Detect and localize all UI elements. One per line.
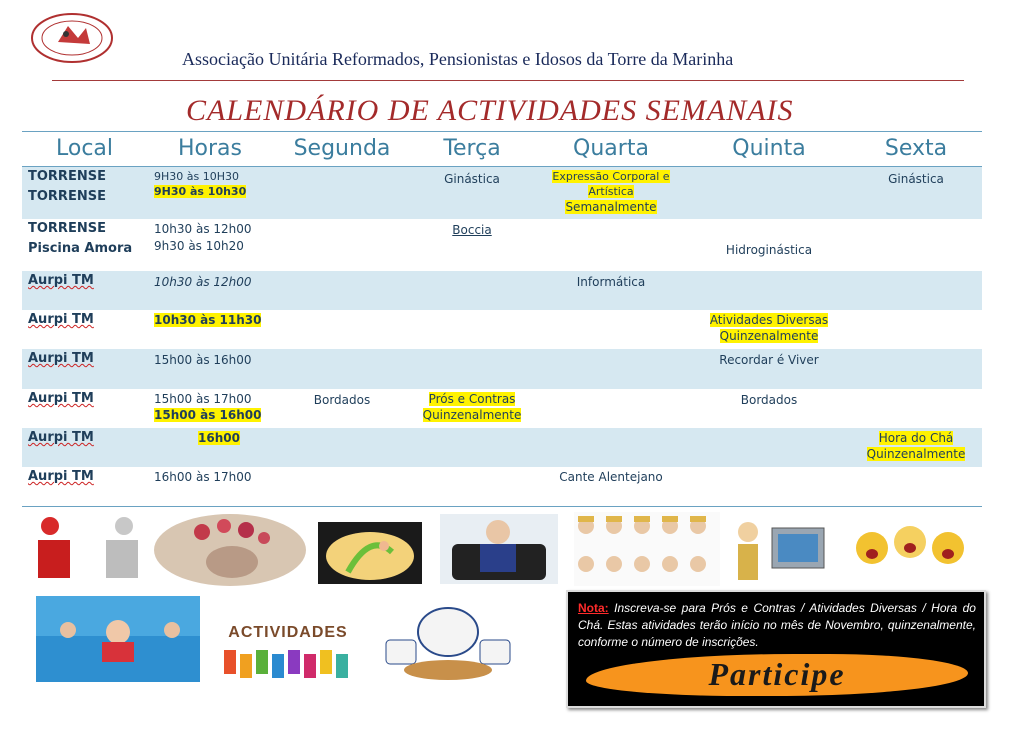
activity-atividades-diversas: Atividades Diversas Quinzenalmente <box>709 313 829 343</box>
tea-set-image <box>372 596 524 684</box>
hours-cell: 10h30 às 12h00 9h30 às 10h20 <box>154 222 252 253</box>
column-header-quarta: Quarta <box>573 136 649 161</box>
column-header-local: Local <box>56 136 114 161</box>
column-header-horas: Horas <box>178 136 242 161</box>
column-header-terca: Terça <box>443 136 501 161</box>
table-header <box>22 132 982 167</box>
expressions-faces-image <box>574 512 720 586</box>
local-cell: TORRENSE Piscina Amora <box>28 221 133 256</box>
note-box <box>566 590 986 708</box>
local-cell: Aurpi TM <box>28 312 94 327</box>
table-row <box>22 467 982 507</box>
actividades-word: ACTIVIDADES <box>228 624 348 641</box>
note-label: Nota: <box>578 601 609 615</box>
page-title: CALENDÁRIO DE ACTIVIDADES SEMANAIS <box>186 94 794 127</box>
local-cell: Aurpi TM <box>28 469 94 484</box>
activity-bordados-segunda: Bordados <box>313 393 371 407</box>
hours-cell: 16h00 <box>198 431 240 445</box>
debate-figures-image <box>30 512 146 582</box>
activity-pros-e-contras: Prós e Contras Quinzenalmente <box>422 392 522 422</box>
activity-boccia: Boccia <box>452 223 492 237</box>
singing-figures-image <box>848 512 972 586</box>
activity-cante-alentejano: Cante Alentejano <box>559 470 663 484</box>
aquagym-pool-image <box>36 596 200 682</box>
hours-cell: 16h00 às 17h00 <box>154 470 252 484</box>
local-cell: Aurpi TM <box>28 430 94 445</box>
yoga-pose-image <box>318 522 422 584</box>
table-row <box>22 167 982 219</box>
column-header-segunda: Segunda <box>293 136 391 161</box>
table-row <box>22 349 982 389</box>
hours-cell: 10h30 às 12h00 <box>154 275 252 289</box>
local-cell: Aurpi TM <box>28 273 94 288</box>
activity-informatica: Informática <box>576 275 646 289</box>
actividades-hands-image <box>218 598 360 684</box>
association-logo <box>30 12 114 64</box>
local-cell: TORRENSE TORRENSE <box>28 169 106 204</box>
computer-user-image <box>728 512 834 586</box>
activity-bordados-quinta: Bordados <box>740 393 798 407</box>
local-cell: Aurpi TM <box>28 351 94 366</box>
table-row <box>22 219 982 271</box>
activity-ginastica-terca: Ginástica <box>444 172 500 186</box>
header-divider <box>52 80 964 81</box>
note-text: Nota: Inscreva-se para Prós e Contras / Atividades Diversas / Hora do Chá. Estas atividades terão início no mês de Novembro, quinzenalmente, conforme o número de inscrições. <box>578 601 976 649</box>
activity-hidroginastica: Hidroginástica <box>725 243 813 257</box>
table-row <box>22 310 982 349</box>
hours-cell: 15h00 às 17h00 15h00 às 16h00 <box>154 392 262 422</box>
participe-banner <box>586 654 968 696</box>
activity-ginastica-sexta: Ginástica <box>888 172 944 186</box>
table-row <box>22 389 982 428</box>
schedule-table <box>22 131 982 507</box>
local-cell: Aurpi TM <box>28 391 94 406</box>
column-header-quinta: Quinta <box>732 136 806 161</box>
flower-head-image <box>154 514 306 586</box>
table-row <box>22 428 982 467</box>
column-header-sexta: Sexta <box>884 136 948 161</box>
activity-expressao-corporal: Expressão Corporal e Artística Semanalmente <box>552 170 670 214</box>
hours-cell: 15h00 às 16h00 <box>154 353 252 367</box>
hours-cell: 9H30 às 10H30 9H30 às 10h30 <box>154 170 247 198</box>
table-row <box>22 271 982 310</box>
activity-recordar-e-viver: Recordar é Viver <box>719 353 819 367</box>
activity-hora-do-cha: Hora do Chá Quinzenalmente <box>866 431 966 461</box>
organization-name: Associação Unitária Reformados, Pensionistas e Idosos da Torre da Marinha <box>182 49 734 69</box>
hours-cell: 10h30 às 11h30 <box>154 313 262 327</box>
participe-text: Participe <box>708 656 846 692</box>
boccia-player-image <box>440 514 558 584</box>
